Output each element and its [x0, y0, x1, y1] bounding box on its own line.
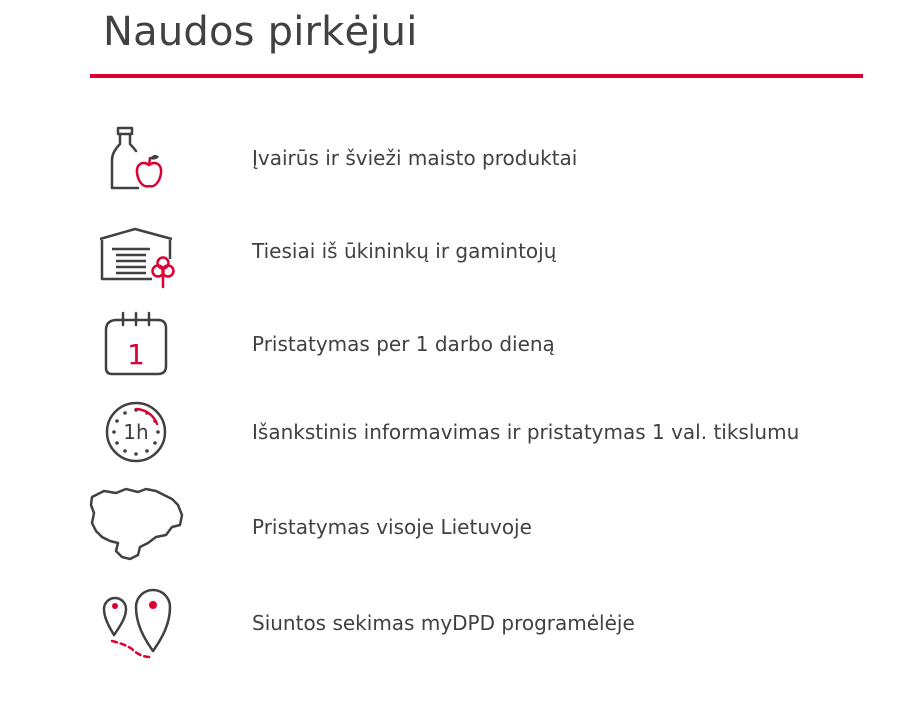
benefit-label: Įvairūs ir švieži maisto produktai: [252, 146, 578, 170]
location-pins-route-icon: [88, 583, 188, 663]
clock-label-text: 1h: [123, 420, 149, 444]
bottle-apple-icon: [88, 118, 188, 198]
lithuania-map-icon: [88, 487, 188, 567]
benefit-item-direct-from-farmers: [0, 211, 900, 291]
benefit-item-nationwide-delivery: [0, 487, 900, 567]
benefit-label: Pristatymas per 1 darbo dieną: [252, 332, 555, 356]
benefit-label: Siuntos sekimas myDPD programėlėje: [252, 611, 635, 635]
benefit-label: Pristatymas visoje Lietuvoje: [252, 515, 532, 539]
clock-1h-icon: [88, 392, 188, 472]
calendar-day-number: 1: [127, 338, 145, 371]
farm-barn-tree-icon: [88, 211, 188, 291]
benefit-item-hour-precision: [0, 392, 900, 472]
calendar-icon: [88, 304, 188, 384]
page-title: Naudos pirkėjui: [103, 9, 418, 55]
heading-underline: [90, 74, 863, 78]
benefit-item-tracking: [0, 583, 900, 663]
benefit-label: Išankstinis informavimas ir pristatymas 1 val. tikslumu: [252, 420, 800, 444]
benefit-item-next-day-delivery: [0, 304, 900, 384]
benefit-item-fresh-products: [0, 118, 900, 198]
benefit-label: Tiesiai iš ūkininkų ir gamintojų: [252, 239, 557, 263]
